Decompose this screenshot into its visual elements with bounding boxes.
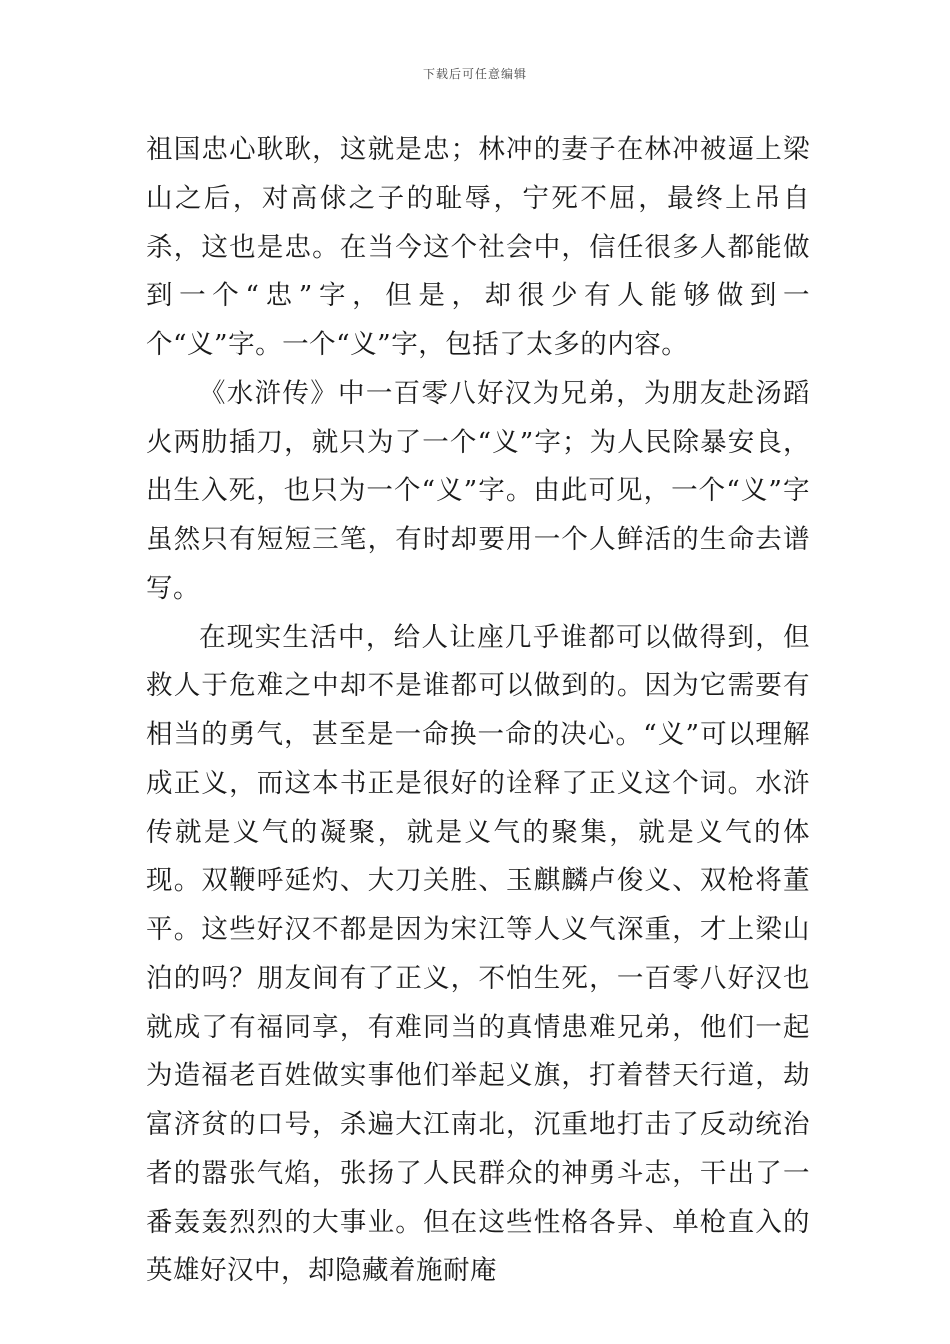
paragraph-1: 祖国忠心耿耿，这就是忠；林冲的妻子在林冲被逼上梁山之后，对高俅之子的耻辱，宁死不屈，最终上吊自杀，这也是忠。在当今这个社会中，信任很多人都能做到一个“忠”字，但是，却很少有人能够做到一个“义”字。一个“义”字，包括了太多的内容。	[146, 134, 810, 360]
page-header: 下载后可任意编辑	[422, 67, 527, 81]
body-text	[146, 126, 810, 1296]
paragraph-3: 在现实生活中，给人让座几乎谁都可以做得到，但救人于危难之中却不是谁都可以做到的。因为它需要有相当的勇气，甚至是一命换一命的决心。“义”可以理解成正义，而这本书正是很好的诠释了正义这个词。水浒传就是义气的凝聚，就是义气的聚集，就是义气的体现。双鞭呼延灼、大刀关胜、玉麒麟卢俊义、双枪将董平。这些好汉不都是因为宋江等人义气深重，才上梁山泊的吗？朋友间有了正义，不怕生死，一百零八好汉也就成了有福同享，有难同当的真情患难兄弟，他们一起为造福老百姓做实事他们举起义旗，打着替天行道，劫富济贫的口号，杀遍大江南北，沉重地打击了反动统治者的嚣张气焰，张扬了人民群众的神勇斗志，干出了一番轰轰烈烈的大事业。但在这些性格各异、单枪直入的英雄好汉中，却隐藏着施耐庵	[146, 621, 810, 1287]
paragraph-2: 《水浒传》中一百零八好汉为兄弟，为朋友赴汤蹈火两肋插刀，就只为了一个“义”字；为人民除暴安良，出生入死，也只为一个“义”字。由此可见，一个“义”字虽然只有短短三笔，有时却要用一个人鲜活的生命去谱写。	[146, 377, 810, 604]
